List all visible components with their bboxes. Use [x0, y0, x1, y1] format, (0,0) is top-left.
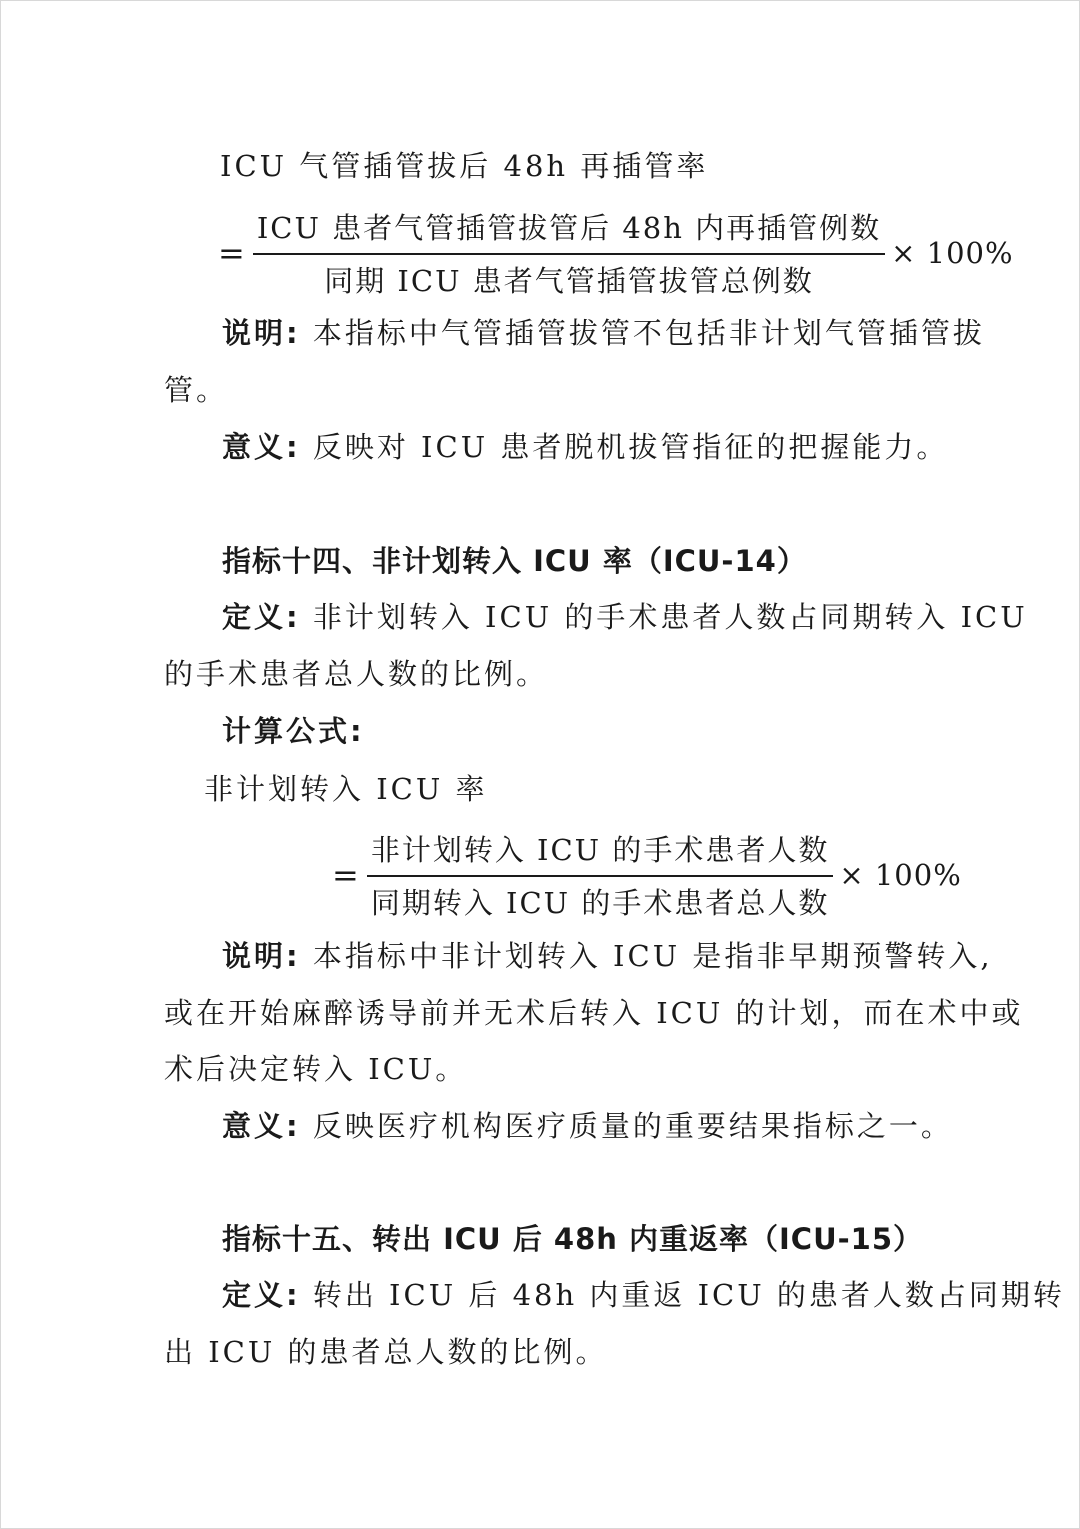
formula-14 — [332, 828, 962, 922]
denominator-13: 同期 ICU 患者气管插管拔管总例数 — [324, 264, 814, 298]
note-label: 说明: — [222, 939, 301, 973]
meaning-label: 意义: — [222, 1109, 301, 1143]
formula-name-14: 非计划转入 ICU 率 — [204, 772, 488, 806]
note-14-cont1: 或在开始麻醉诱导前并无术后转入 ICU 的计划，而在术中或 — [164, 996, 1024, 1030]
definition-label: 定义: — [222, 1278, 301, 1312]
meaning-text: 反映医疗机构医疗质量的重要结果指标之一。 — [312, 1109, 953, 1143]
formula-name-13: ICU 气管插管拔后 48h 再插管率 — [220, 149, 709, 183]
equals-sign: = — [218, 234, 247, 272]
note-13 — [222, 313, 985, 353]
note-14-cont2: 术后决定转入 ICU。 — [164, 1052, 468, 1086]
note-label: 说明: — [222, 316, 301, 350]
fraction-13 — [253, 206, 885, 300]
definition-14-cont: 的手术患者总人数的比例。 — [164, 657, 549, 691]
definition-text: 非计划转入 ICU 的手术患者人数占同期转入 ICU — [312, 600, 1028, 634]
fraction-14 — [367, 828, 834, 922]
meaning-text: 反映对 ICU 患者脱机拔管指征的把握能力。 — [312, 430, 949, 464]
meaning-13 — [222, 427, 948, 467]
meaning-14 — [222, 1106, 953, 1146]
heading-15: 指标十五、转出 ICU 后 48h 内重返率（ICU-15） — [222, 1222, 924, 1256]
numerator-14: 非计划转入 ICU 的手术患者人数 — [370, 833, 830, 867]
meaning-label: 意义: — [222, 430, 301, 464]
definition-15 — [222, 1275, 1065, 1315]
note-13-cont: 管。 — [164, 373, 229, 407]
denominator-14: 同期转入 ICU 的手术患者总人数 — [370, 886, 830, 920]
equals-sign: = — [332, 856, 361, 894]
definition-15-cont: 出 ICU 的患者总人数的比例。 — [164, 1335, 608, 1369]
note-text: 本指标中气管插管拔管不包括非计划气管插管拔 — [312, 316, 985, 350]
formula-13 — [218, 206, 1014, 300]
formula-label-14: 计算公式: — [222, 714, 365, 748]
multiplier-14: × 100% — [839, 858, 962, 892]
note-14 — [222, 936, 993, 976]
definition-14 — [222, 597, 1028, 637]
multiplier-13: × 100% — [891, 236, 1014, 270]
definition-label: 定义: — [222, 600, 301, 634]
heading-14: 指标十四、非计划转入 ICU 率（ICU-14） — [222, 544, 807, 578]
numerator-13: ICU 患者气管插管拔管后 48h 内再插管例数 — [256, 211, 882, 245]
note-text: 本指标中非计划转入 ICU 是指非早期预警转入, — [312, 939, 993, 973]
definition-text: 转出 ICU 后 48h 内重返 ICU 的患者人数占同期转 — [312, 1278, 1065, 1312]
